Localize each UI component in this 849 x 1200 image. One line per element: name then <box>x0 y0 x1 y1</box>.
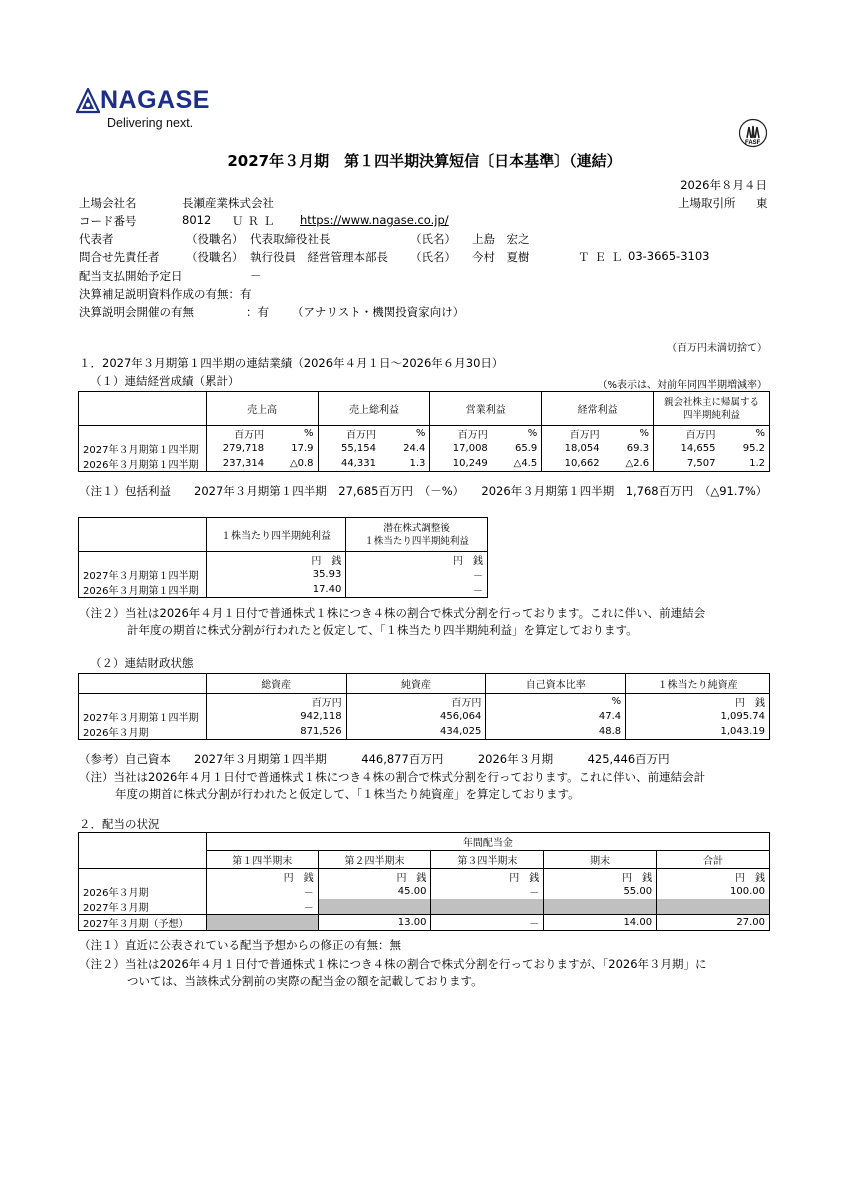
table-cell: 13.00 <box>318 915 431 931</box>
operating-results-table <box>78 391 770 472</box>
ops-unit: 百万円 <box>206 426 268 442</box>
table-row-label: 2026年３月期第１四半期 <box>79 582 207 598</box>
table-cell: 47.4 <box>486 709 626 724</box>
fin-unit: 百万円 <box>346 694 486 710</box>
ops-unit-blank <box>79 426 207 442</box>
listed-company-label: 上場会社名 <box>79 196 137 210</box>
supplementary-material-label: 決算補足説明資料作成の有無：有 <box>79 287 252 301</box>
briefing-note: （アナリスト・機関投資家向け） <box>292 305 465 319</box>
dividend-start-value: － <box>250 269 262 283</box>
div-unit-blank <box>79 869 207 885</box>
ops-header-blank <box>79 392 207 426</box>
table-cell: 18,054 <box>542 441 604 456</box>
table-cell: 69.3 <box>604 441 654 456</box>
eps-unit: 円 銭 <box>206 552 346 568</box>
div-header-q2: 第２四半期末 <box>318 851 431 869</box>
section1-sub2-heading: （２）連結財政状態 <box>90 656 194 670</box>
equity-reference: （参考）自己資本 2027年３月期第１四半期 446,877百万円 2026年３月期 425,446百万円 <box>79 752 670 766</box>
eps-header-diluted: 潜在株式調整後 １株当たり四半期純利益 <box>346 518 488 552</box>
table-cell: 1.2 <box>719 456 769 472</box>
table-cell: 35.93 <box>206 567 346 582</box>
table-cell: 44,331 <box>318 456 380 472</box>
div-unit: 円 銭 <box>544 869 657 885</box>
div-unit: 円 銭 <box>206 869 318 885</box>
section1-heading: １．2027年３月期第１四半期の連結業績（2026年４月１日～2026年６月30日） <box>79 356 504 370</box>
ops-unit: % <box>719 426 769 442</box>
ops-header-operating-income: 営業利益 <box>430 392 542 426</box>
section1-sub1-note: （%表示は、対前年同四半期増減率） <box>597 380 767 391</box>
table-cell: △4.5 <box>492 456 542 472</box>
stock-split-note-2: （注）当社は2026年４月１日付で普通株式１株につき４株の割合で株式分割を行っております。これに伴い、前連結会計 <box>79 770 706 784</box>
unit-note: （百万円未満切捨て） <box>667 343 767 354</box>
table-cell: 55.00 <box>544 884 657 899</box>
tel-value: 03-3665-3103 <box>628 249 710 263</box>
table-row-label: 2026年３月期 <box>79 724 207 740</box>
div-header-q3: 第３四半期末 <box>431 851 544 869</box>
table-cell: 279,718 <box>206 441 268 456</box>
rep-name-label: （氏名） <box>410 232 456 246</box>
div-header-blank <box>79 833 207 869</box>
table-row-label: 2027年３月期 <box>79 899 207 915</box>
stock-split-note-1-cont: 計年度の期首に株式分割が行われたと仮定して、「１株当たり四半期純利益」を算定しております。 <box>127 623 638 637</box>
table-cell: 14,655 <box>654 441 720 456</box>
listed-company-value: 長瀬産業株式会社 <box>182 196 274 210</box>
dividend-note-2: （注２）当社は2026年４月１日付で普通株式１株につき４株の割合で株式分割を行っておりますが、「2026年３月期」に <box>79 957 707 971</box>
table-row-label: 2026年３月期 <box>79 884 207 899</box>
fin-unit: 百万円 <box>206 694 346 710</box>
table-cell: － <box>206 884 318 899</box>
div-unit: 円 銭 <box>431 869 544 885</box>
table-cell: 1,043.19 <box>626 724 770 740</box>
table-cell: 10,249 <box>430 456 492 472</box>
rep-name-value: 上島 宏之 <box>472 232 530 246</box>
table-cell: － <box>431 884 544 899</box>
table-row-label: 2026年３月期第１四半期 <box>79 456 207 472</box>
table-cell: 17.9 <box>268 441 318 456</box>
contact-name-label: （氏名） <box>410 250 456 264</box>
table-cell: 45.00 <box>318 884 431 899</box>
table-cell: 942,118 <box>206 709 346 724</box>
ops-unit: % <box>380 426 430 442</box>
ops-unit: 百万円 <box>430 426 492 442</box>
ops-unit: 百万円 <box>318 426 380 442</box>
table-cell-shaded <box>657 899 770 915</box>
table-cell: 871,526 <box>206 724 346 740</box>
financial-position-table <box>78 673 770 740</box>
table-cell-shaded <box>431 899 544 915</box>
eps-header-basic: １株当たり四半期純利益 <box>206 518 346 552</box>
table-row-label: 2027年３月期第１四半期 <box>79 441 207 456</box>
table-cell: 100.00 <box>657 884 770 899</box>
dividends-table <box>78 832 770 931</box>
ops-header-sales: 売上高 <box>206 392 318 426</box>
table-cell: 48.8 <box>486 724 626 740</box>
table-row-label: 2027年３月期第１四半期 <box>79 567 207 582</box>
table-cell-shaded <box>318 899 431 915</box>
eps-table <box>78 517 488 598</box>
contact-label: 問合せ先責任者 <box>79 250 160 264</box>
div-unit: 円 銭 <box>318 869 431 885</box>
table-cell: 1,095.74 <box>626 709 770 724</box>
ops-header-gross-profit: 売上総利益 <box>318 392 430 426</box>
table-cell: △0.8 <box>268 456 318 472</box>
section2-heading: ２．配当の状況 <box>79 817 160 831</box>
fasf-mark <box>738 118 768 151</box>
table-cell-shaded <box>206 915 318 931</box>
dividend-start-label: 配当支払開始予定日 <box>79 269 183 283</box>
briefing-value: ：有 <box>246 305 269 319</box>
table-cell: 95.2 <box>719 441 769 456</box>
table-cell-shaded <box>544 899 657 915</box>
ops-unit: % <box>268 426 318 442</box>
fin-header-equity-ratio: 自己資本比率 <box>486 674 626 694</box>
ops-unit: % <box>492 426 542 442</box>
table-cell: 10,662 <box>542 456 604 472</box>
stock-split-note-2-cont: 年度の期首に株式分割が行われたと仮定して、「１株当たり純資産」を算定しております。 <box>115 787 580 801</box>
comprehensive-income-note: （注１）包括利益 2027年３月期第１四半期 27,685百万円 （－%） 2026年３月期第１四半期 1,768百万円 （△91.7%） <box>79 484 768 498</box>
table-cell: 237,314 <box>206 456 268 472</box>
tel-label: ＴＥＬ <box>578 250 628 264</box>
dividend-note-2-cont: ついては、当該株式分割前の実際の配当金の額を記載しております。 <box>127 974 483 988</box>
exchange-value: 東 <box>756 196 768 210</box>
table-cell: 1.3 <box>380 456 430 472</box>
table-cell: 434,025 <box>346 724 486 740</box>
fin-header-bps: １株当たり純資産 <box>626 674 770 694</box>
rep-title-value: 代表取締役社長 <box>250 232 331 246</box>
ops-unit: 百万円 <box>542 426 604 442</box>
fin-header-net-assets: 純資産 <box>346 674 486 694</box>
company-url-link[interactable]: https://www.nagase.co.jp/ <box>300 213 449 227</box>
div-header-total: 合計 <box>657 851 770 869</box>
fasf-label: FASF <box>745 140 761 146</box>
ops-unit: % <box>604 426 654 442</box>
ops-header-ordinary-income: 経常利益 <box>542 392 654 426</box>
exchange-label: 上場取引所 <box>678 196 736 210</box>
report-date: 2026年８月４日 <box>680 178 767 192</box>
table-cell: － <box>346 582 488 598</box>
fin-header-total-assets: 総資産 <box>206 674 346 694</box>
fin-unit-blank <box>79 694 207 710</box>
code-value: 8012 <box>182 213 212 227</box>
contact-name-value: 今村 夏樹 <box>472 250 530 264</box>
table-cell: 456,064 <box>346 709 486 724</box>
eps-unit: 円 銭 <box>346 552 488 568</box>
table-cell: 24.4 <box>380 441 430 456</box>
section1-sub1-heading: （１）連結経営成績（累計） <box>90 374 240 388</box>
fin-header-blank <box>79 674 207 694</box>
table-cell: 27.00 <box>657 915 770 931</box>
table-cell: 17,008 <box>430 441 492 456</box>
fin-unit: % <box>486 694 626 710</box>
representative-label: 代表者 <box>79 232 114 246</box>
briefing-label: 決算説明会開催の有無 <box>79 305 194 319</box>
contact-title-label: （役職名） <box>186 250 244 264</box>
table-row-label: 2027年３月期第１四半期 <box>79 709 207 724</box>
table-cell: 55,154 <box>318 441 380 456</box>
ops-unit: 百万円 <box>654 426 720 442</box>
stock-split-note-1: （注２）当社は2026年４月１日付で普通株式１株につき４株の割合で株式分割を行っております。これに伴い、前連結会 <box>79 606 706 620</box>
logo-tagline: Delivering next. <box>107 116 194 130</box>
page-title: 2027年３月期 第１四半期決算短信〔日本基準〕（連結） <box>227 152 622 170</box>
eps-header-blank <box>79 518 207 552</box>
table-cell: 65.9 <box>492 441 542 456</box>
table-cell: － <box>206 899 318 915</box>
rep-title-label: （役職名） <box>186 232 244 246</box>
code-label: コード番号 <box>79 214 137 228</box>
div-header-q1: 第１四半期末 <box>206 851 318 869</box>
logo-wordmark: NAGASE <box>100 86 210 114</box>
table-cell: △2.6 <box>604 456 654 472</box>
table-cell: 7,507 <box>654 456 720 472</box>
contact-title-value: 執行役員 経営管理本部長 <box>250 250 388 264</box>
table-cell: 17.40 <box>206 582 346 598</box>
url-label: ＵＲＬ <box>232 214 279 228</box>
fin-unit: 円 銭 <box>626 694 770 710</box>
table-cell: － <box>346 567 488 582</box>
eps-unit-blank <box>79 552 207 568</box>
table-cell: 14.00 <box>544 915 657 931</box>
table-row-label: 2027年３月期（予想） <box>79 915 207 931</box>
ops-header-net-income: 親会社株主に帰属する 四半期純利益 <box>654 392 770 426</box>
table-cell: － <box>431 915 544 931</box>
dividend-note-1: （注１）直近に公表されている配当予想からの修正の有無：無 <box>79 938 401 952</box>
div-unit: 円 銭 <box>657 869 770 885</box>
nagase-emblem-icon <box>76 88 100 114</box>
div-header-year-end: 期末 <box>544 851 657 869</box>
div-header-annual: 年間配当金 <box>206 833 769 851</box>
